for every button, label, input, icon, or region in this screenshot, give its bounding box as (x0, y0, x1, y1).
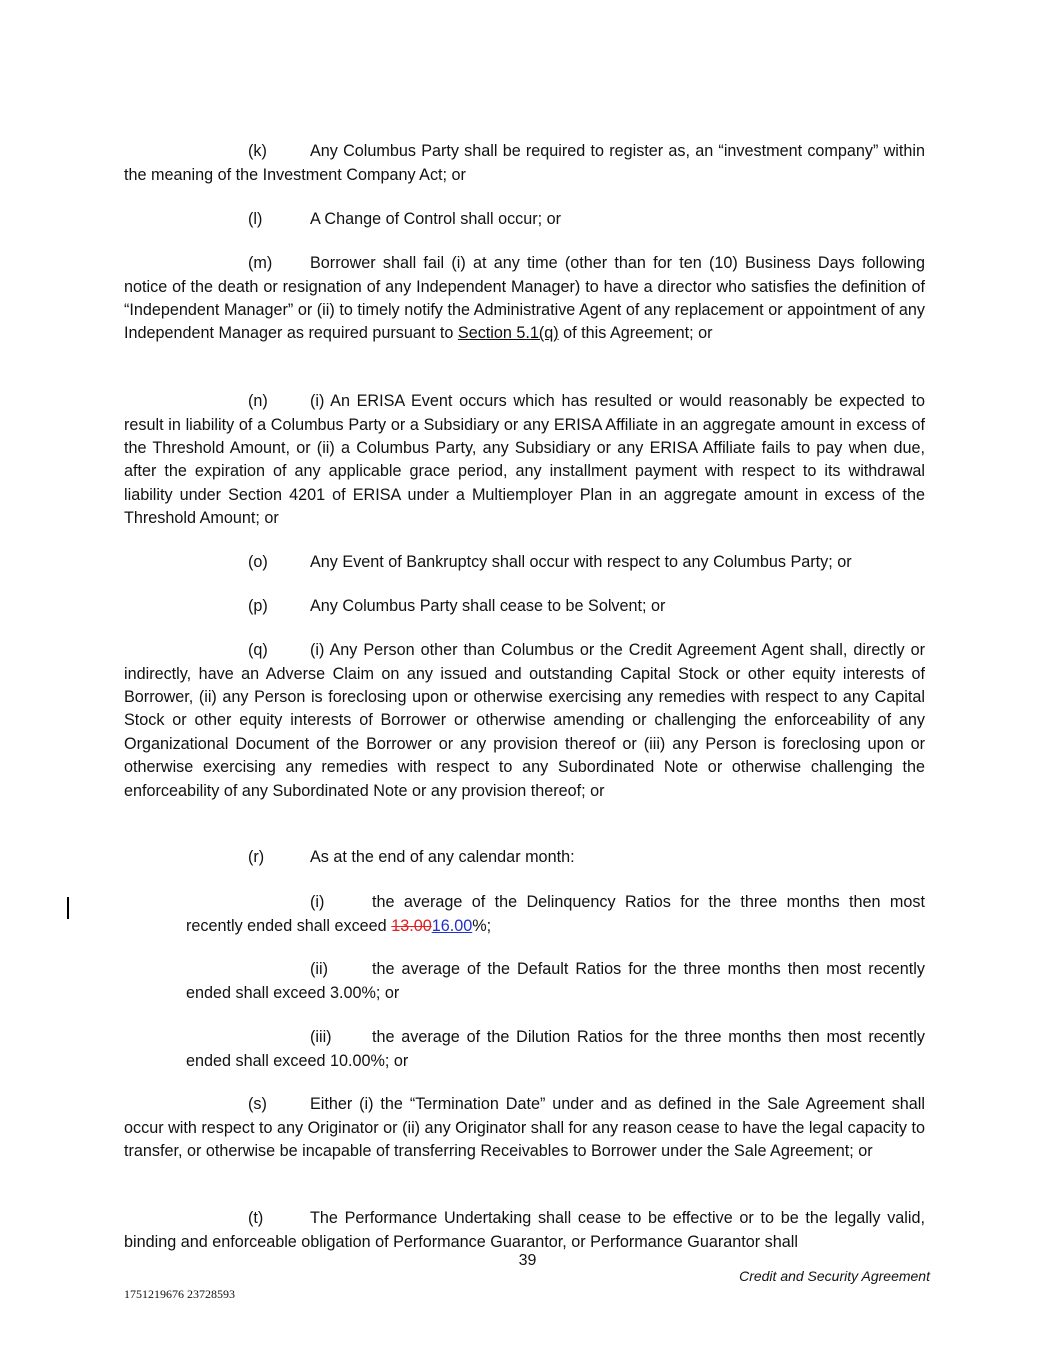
clause-text: (i) Any Person other than Columbus or the Credit Agreement Agent shall, directly or indirectly, have an Adverse Claim on any issued and outstanding Capital Stock or other equity interests of Borrower, (ii) any Person is foreclosing upon or otherwise exercising any remedies with respect to any Capital Stock or other equity interests of Borrower or otherwise amending or challenging the enforceability of any Organizational Document of the Borrower or any provision thereof or (iii) any Person is foreclosing upon or otherwise exercising any remedies with respect to any Subordinated Note or otherwise challenging the enforceability of any Subordinated Note or any provision thereof; or (124, 641, 925, 800)
clause-t (124, 1207, 925, 1254)
section-reference-link: Section 5.1(q) (457, 324, 559, 343)
clause-label: (p) (248, 597, 268, 616)
clause-l (124, 208, 925, 231)
clause-r (124, 846, 925, 869)
clause-text: the average of the Delinquency Ratios for the three months then most recently ended shall exceed (186, 893, 925, 935)
clause-label: (i) (310, 893, 325, 912)
footer-document-title: Credit and Security Agreement (739, 1268, 930, 1284)
clause-label: (ii) (310, 960, 328, 979)
clause-text: Any Columbus Party shall be required to register as, an “investment company” within the meaning of the Investment Company Act; or (124, 142, 925, 184)
clause-label: (t) (248, 1209, 264, 1228)
clause-text: Any Columbus Party shall cease to be Solvent; or (310, 597, 666, 616)
clause-label: (s) (248, 1095, 267, 1114)
clause-label: (n) (248, 392, 268, 411)
clause-text: Either (i) the “Termination Date” under and as defined in the Sale Agreement shall occur with respect to any Originator or (ii) any Originator shall for any reason cease to have the legal capacity to transfer, or otherwise be incapable of transferring Receivables to Borrower under the Sale Agreement; or (124, 1095, 925, 1160)
clause-k (124, 140, 925, 187)
clause-text: Any Event of Bankruptcy shall occur with respect to any Columbus Party; or (310, 553, 852, 572)
clause-text-end: %; (472, 916, 492, 935)
clause-s (124, 1093, 925, 1163)
clause-text: Borrower shall fail (i) at any time (other than for ten (10) Business Days following notice of the death or resignation of any Independent Manager) to have a director who satisfies the definition of “Independent Manager” or (ii) to timely notify the Administrative Agent of any replacement or appointment of any Independent Manager as required pursuant to (124, 254, 925, 343)
change-bar (67, 897, 69, 919)
clause-m (124, 252, 925, 346)
clause-label: (q) (248, 641, 268, 660)
clause-label: (l) (248, 210, 263, 229)
clause-label: (o) (248, 553, 268, 572)
deleted-value: 13.00 (391, 916, 432, 935)
clause-text: the average of the Dilution Ratios for the three months then most recently ended shall exceed 10.00%; or (186, 1028, 925, 1070)
clause-r-i (186, 891, 925, 938)
clause-text-end: of this Agreement; or (558, 324, 713, 343)
clause-r-ii (186, 958, 925, 1005)
clause-text: A Change of Control shall occur; or (310, 210, 562, 229)
footer-document-id: 1751219676 23728593 (124, 1287, 235, 1301)
inserted-value: 16.00 (431, 916, 473, 935)
clause-p (124, 595, 925, 618)
clause-label: (r) (248, 848, 265, 867)
clause-n (124, 390, 925, 530)
clause-o (124, 551, 925, 574)
clause-text: (i) An ERISA Event occurs which has resulted or would reasonably be expected to result in liability of a Columbus Party or a Subsidiary or any ERISA Affiliate in an aggregate amount in excess of the Threshold Amount, or (ii) a Columbus Party, any Subsidiary or any ERISA Affiliate fails to pay when due, after the expiration of any applicable grace period, any installment payment with respect to its withdrawal liability under Section 4201 of ERISA under a Multiemployer Plan in an aggregate amount in excess of the Threshold Amount; or (124, 392, 925, 528)
clause-q (124, 639, 925, 803)
clause-label: (k) (248, 142, 267, 161)
clause-text: As at the end of any calendar month: (310, 848, 575, 867)
clause-r-iii (186, 1026, 925, 1073)
clause-text: The Performance Undertaking shall cease to be effective or to be the legally valid, binding and enforceable obligation of Performance Guarantor, or Performance Guarantor shall (124, 1209, 925, 1251)
clause-text: the average of the Default Ratios for the three months then most recently ended shall exceed 3.00%; or (186, 960, 925, 1002)
page-number: 39 (518, 1252, 537, 1269)
clause-label: (m) (248, 254, 273, 273)
clause-label: (iii) (310, 1028, 332, 1047)
